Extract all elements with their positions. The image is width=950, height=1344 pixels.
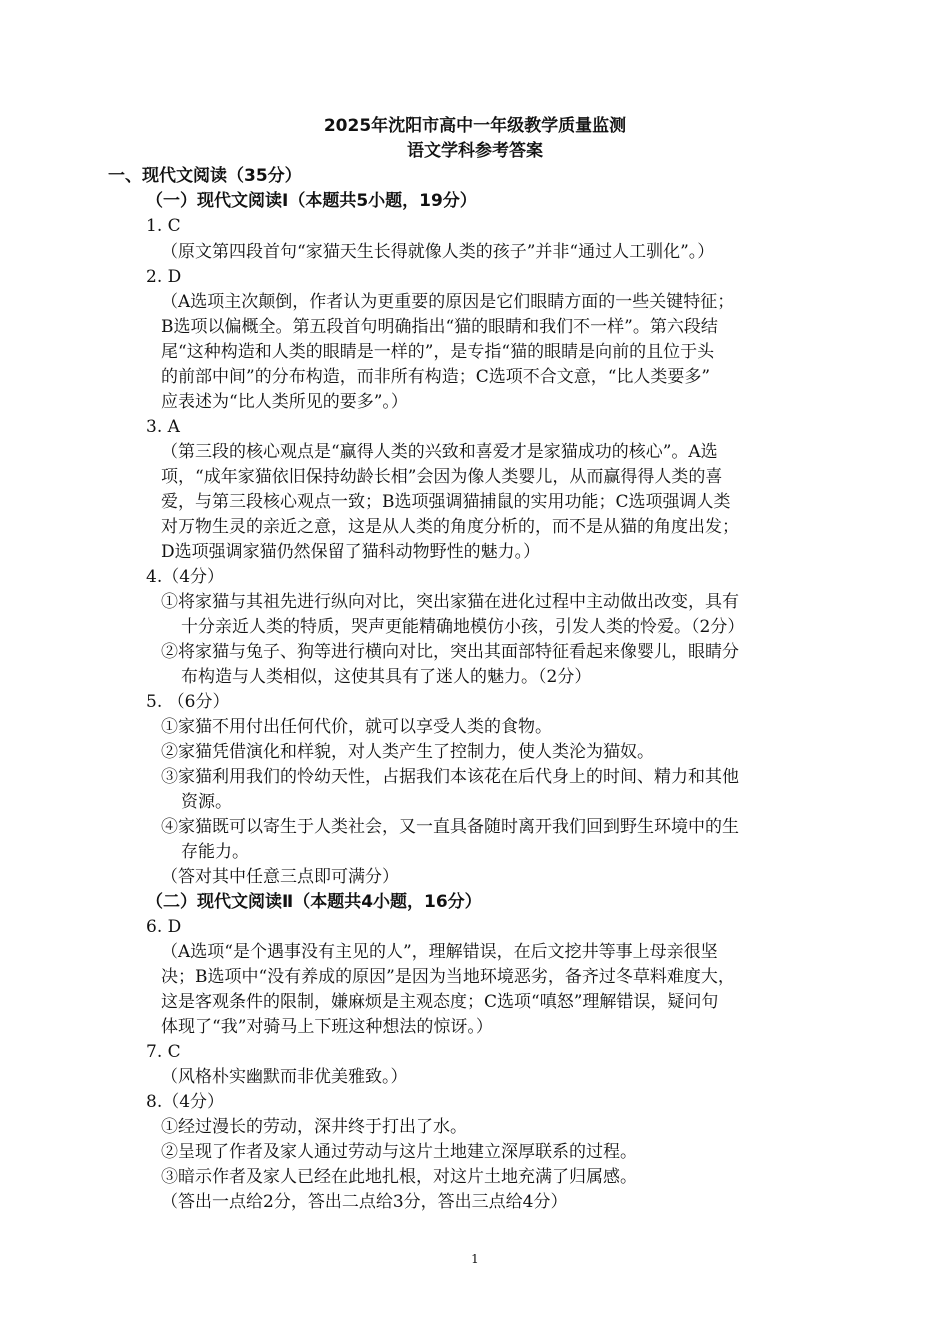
q5-note: （答对其中任意三点即可满分）	[161, 867, 399, 887]
section-heading: 一、现代文阅读（35分）	[108, 166, 302, 186]
q7-answer: 7. C	[146, 1042, 181, 1062]
q5-line: ④家猫既可以寄生于人类社会，又一直具备随时离开我们回到野生环境中的生	[161, 817, 739, 837]
q8-line: ①经过漫长的劳动，深井终于打出了水。	[161, 1117, 467, 1137]
q3-line: D选项强调家猫仍然保留了猫科动物野性的魅力。）	[161, 542, 541, 562]
q5-label: 5. （6分）	[146, 692, 230, 712]
q2-line: （A选项主次颠倒，作者认为更重要的原因是它们眼睛方面的一些关键特征；	[161, 292, 735, 312]
q8-line: ②呈现了作者及家人通过劳动与这片土地建立深厚联系的过程。	[161, 1142, 637, 1162]
q3-line: （第三段的核心观点是“赢得人类的兴致和喜爱才是家猫成功的核心”。A选	[161, 442, 718, 462]
q6-line: 体现了“我”对骑马上下班这种想法的惊讶。）	[161, 1017, 493, 1037]
q4-line: ①将家猫与其祖先进行纵向对比，突出家猫在进化过程中主动做出改变，具有	[161, 592, 739, 612]
q5-line: ①家猫不用付出任何代价，就可以享受人类的食物。	[161, 717, 552, 737]
part2-heading: （二）现代文阅读Ⅱ（本题共4小题，16分）	[146, 892, 482, 912]
q6-line: （A选项“是个遇事没有主见的人”，理解错误，在后文挖井等事上母亲很坚	[161, 942, 718, 962]
q3-answer: 3. A	[146, 417, 180, 437]
document-subtitle: 语文学科参考答案	[407, 141, 543, 161]
q3-line: 对万物生灵的亲近之意，这是从人类的角度分析的，而不是从猫的角度出发；	[161, 517, 739, 537]
q8-label: 8.（4分）	[146, 1092, 225, 1112]
q1-answer: 1. C	[146, 216, 181, 236]
q2-line: 尾“这种构造和人类的眼睛是一样的”，是专指“猫的眼睛是向前的且位于头	[161, 342, 715, 362]
document-title: 2025年沈阳市高中一年级教学质量监测	[323, 116, 627, 136]
q1-explanation: （原文第四段首句“家猫天生长得就像人类的孩子”并非“通过人工驯化”。）	[161, 242, 715, 262]
q8-line: ③暗示作者及家人已经在此地扎根，对这片土地充满了归属感。	[161, 1167, 637, 1187]
q2-line: 应表述为“比人类所见的要多”。）	[161, 392, 408, 412]
q5-line: 资源。	[181, 792, 232, 812]
q2-answer: 2. D	[146, 267, 182, 287]
q8-note: （答出一点给2分，答出二点给3分，答出三点给4分）	[161, 1192, 568, 1212]
q7-explanation: （风格朴实幽默而非优美雅致。）	[161, 1067, 408, 1087]
q5-line: ③家猫利用我们的怜幼天性，占据我们本该花在后代身上的时间、精力和其他	[161, 767, 739, 787]
q2-line: 的前部中间”的分布构造，而非所有构造；C选项不合文意，“比人类要多”	[161, 367, 711, 387]
q4-label: 4.（4分）	[146, 567, 225, 587]
q5-line: ②家猫凭借演化和样貌，对人类产生了控制力，使人类沦为猫奴。	[161, 742, 654, 762]
q3-line: 爱，与第三段核心观点一致；B选项强调猫捕鼠的实用功能；C选项强调人类	[161, 492, 731, 512]
q4-line: ②将家猫与兔子、狗等进行横向对比，突出其面部特征看起来像婴儿，眼睛分	[161, 642, 739, 662]
q4-line: 布构造与人类相似，这使其具有了迷人的魅力。（2分）	[181, 667, 592, 687]
q4-line: 十分亲近人类的特质，哭声更能精确地模仿小孩，引发人类的怜爱。（2分）	[181, 617, 745, 637]
page-number: 1	[471, 1252, 479, 1266]
q6-line: 决；B选项中“没有养成的原因”是因为当地环境恶劣，备齐过冬草料难度大，	[161, 967, 735, 987]
q6-answer: 6. D	[146, 917, 182, 937]
q3-line: 项，“成年家猫依旧保持幼龄长相”会因为像人类婴儿，从而赢得得人类的喜	[161, 467, 723, 487]
part1-heading: （一）现代文阅读Ⅰ（本题共5小题，19分）	[146, 191, 477, 211]
q5-line: 存能力。	[181, 842, 249, 862]
q2-line: B选项以偏概全。第五段首句明确指出“猫的眼睛和我们不一样”。第六段结	[161, 317, 718, 337]
q6-line: 这是客观条件的限制，嫌麻烦是主观态度；C选项“嗔怒”理解错误，疑问句	[161, 992, 719, 1012]
